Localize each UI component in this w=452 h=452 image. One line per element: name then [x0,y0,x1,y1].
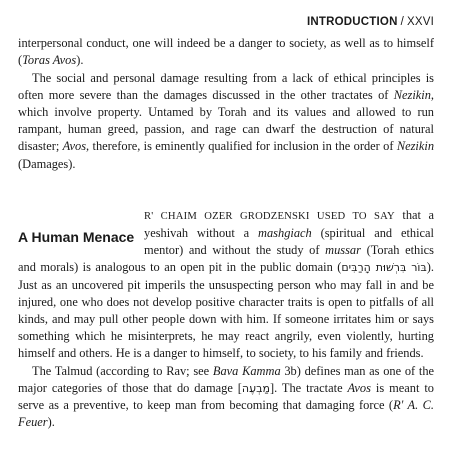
para2-text-3: therefore, is eminently qualified for inclusion in the order of [89,139,397,154]
para2-italic-3: Nezikin [396,139,435,154]
para3-hebrew: בּוֹר בִּרְשׁוּת הָרַבִּים [341,261,427,275]
para4-italic-3: R' A. C. Feuer [18,398,434,430]
para3-text-1: that a yeshivah without a [144,207,434,241]
para4-text-1: The Talmud (according to Rav; see [32,363,213,378]
para3-text-3: (Torah ethics and morals) is analogous to an open pit in the public domain ( [18,243,434,275]
running-header [18,14,434,31]
para1-italic-1: Toras Avos [22,53,77,68]
header-title: INTRODUCTION [307,16,398,28]
para3-text-4: ). Just as an uncovered pit imperils the unsuspecting person who may fall in and be injured, one who does not develop positive character traits is open to pitfalls of all kinds, and may pull other people down with him. If someone irritates him or says something which he misinterprets, he may react angrily, even violently, hurting himself and others. He is a danger to himself, to society, to his family and friends. [18,260,434,361]
para4-text-3: ]. The tractate [269,380,348,395]
para4-hebrew: מַבְעֶה [241,381,270,395]
header-page-number: XXVI [406,16,434,28]
para3-text-2: (spiritual and ethical mentor) and without the study of [144,226,434,258]
para4-italic-2: Avos [347,380,371,395]
para4-italic-1: Bava Kamma [212,363,281,378]
para2-text-4: (Damages). [18,156,76,171]
paragraph-continued [18,35,434,69]
paragraph-damage [18,70,434,173]
para1-text-1: interpersonal conduct, one will indeed be a danger to society, as well as to himself ( [18,36,434,68]
para2-text-1: The social and personal damage resulting from a lack of ethical principles is often more severe than the damages discussed in the other tractates of [18,70,434,102]
para1-text-2: ). [76,53,84,68]
para2-text-2: which involve property. Untamed by Torah and its values and allowed to run rampant, human greed, passion, and rage can dwarf the destruction of natural disaster; [18,105,434,154]
para4-text-4: is meant to serve as a preventive, to keep man from becoming that damaging force ( [18,380,434,413]
section-heading: A Human Menace [18,228,135,245]
para2-italic-1: Nezikin, [393,87,434,102]
para2-italic-2: Avos, [62,139,90,154]
paragraph-talmud [18,363,434,432]
para4-text-5: ). [47,415,55,430]
para4-text-2: 3b) defines man as one of the major categories of those that do damage [ [18,363,435,395]
para3-italic-2: mussar [325,243,361,258]
header-separator: / [400,16,404,28]
para3-italic-1: mashgiach [258,226,312,241]
section-spacer [18,173,434,207]
para3-lead-smallcaps: R' CHAIM OZER GRODZENSKI USED TO SAY [144,210,395,222]
book-page [18,14,434,431]
